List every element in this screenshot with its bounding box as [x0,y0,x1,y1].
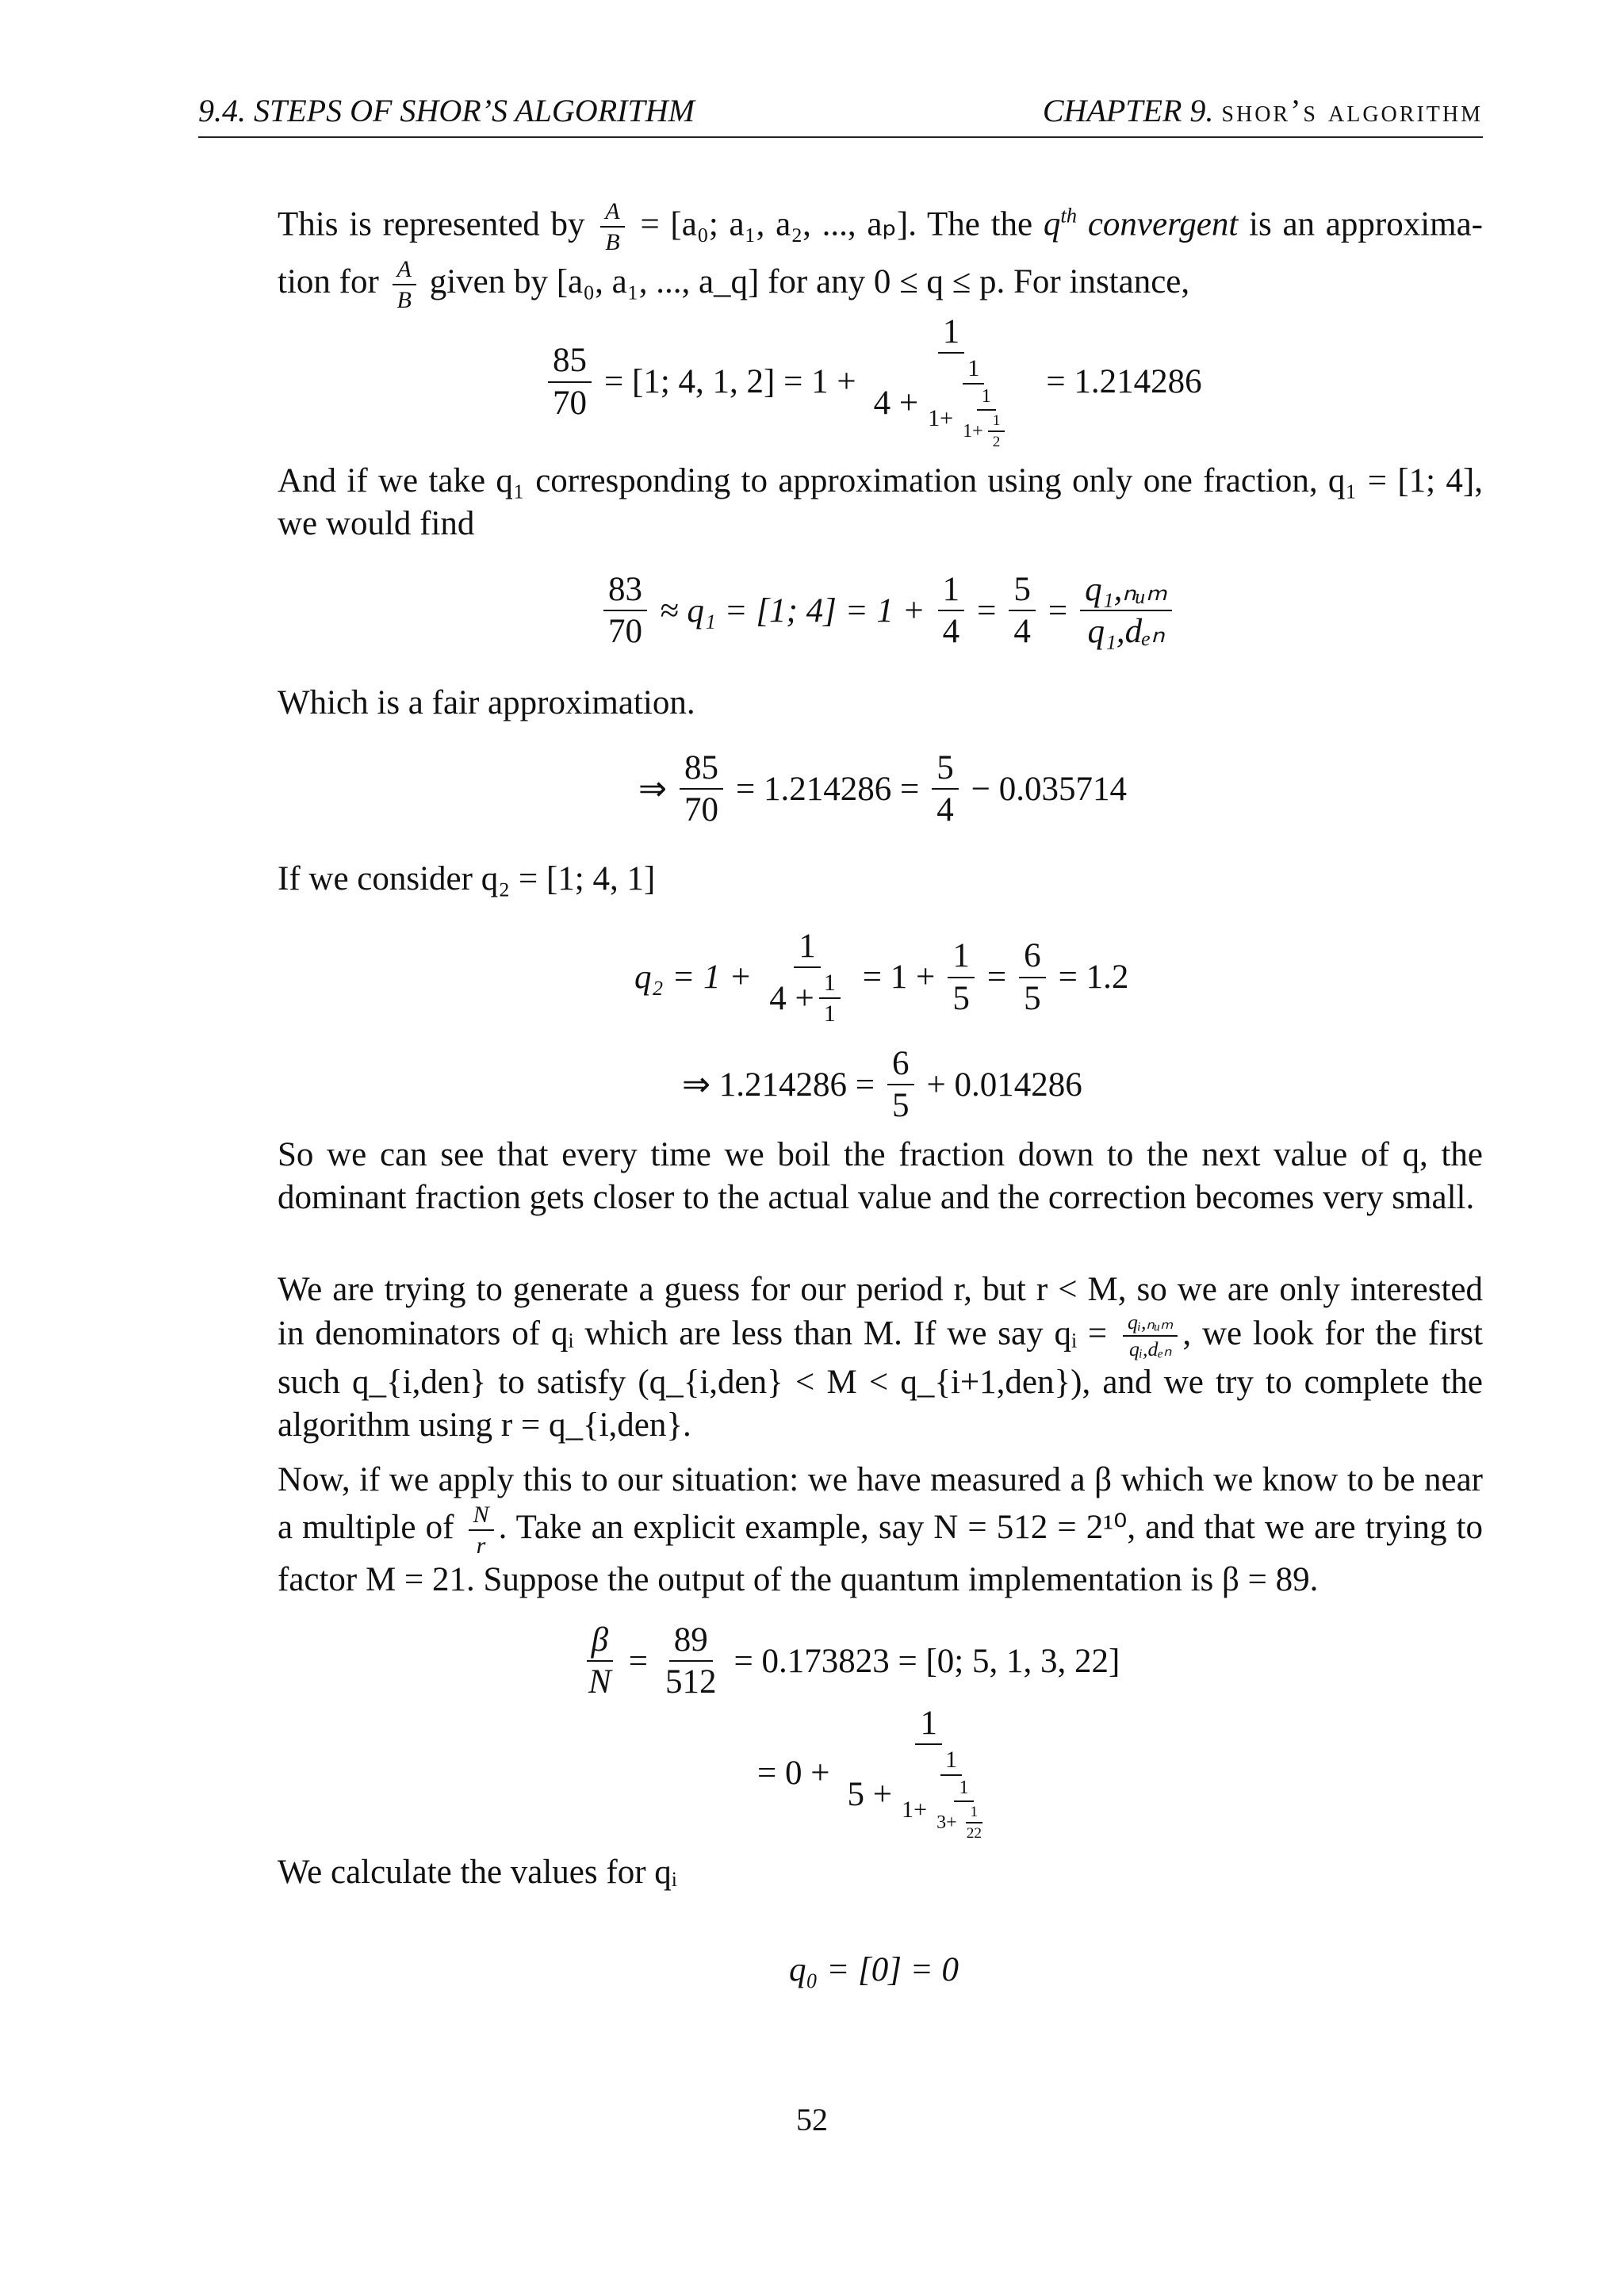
eq3-tail: − 0.035714 [971,770,1128,808]
eq4-middle: = 1 + [862,959,936,997]
inline-fraction-a-over-b-2 [393,256,416,313]
frac-den: 70 [608,613,642,651]
fraction-q1num-q1den [1080,571,1172,651]
frac-num: A [600,198,624,228]
frac-den: B [396,285,412,313]
running-header [198,87,1483,138]
frac-den [764,968,850,1027]
paragraph-convergent-definition [278,194,1483,313]
eq1-middle: = [1; 4, 1, 2] = 1 + [604,363,856,401]
page-number: 52 [796,2102,828,2137]
equation-q0: q₀ = [0] = 0 [789,1951,959,1988]
eq5-lhs: ⇒ 1.214286 = [682,1066,875,1104]
frac-den: 2 [992,434,1001,451]
paragraph-period-guess [278,1269,1483,1447]
frac-den [869,354,1034,450]
paragraph-calc-qi: We calculate the values for qᵢ [278,1854,677,1891]
eq4-tail: = 1.2 [1058,959,1129,997]
paragraph-dominant-fraction: So we can see that every time we boil the fraction down to the next value of q, the dominant fraction gets closer to the actual value and the correction becomes very small. [278,1136,1483,1216]
frac-num: 5 [932,749,959,790]
equation-83-70-approx [599,571,1177,651]
p7-text-a: Now, if we apply this to our situation: we have measured a β which we know to be near a multiple of [278,1461,1483,1546]
frac-num: 5 [1009,571,1036,611]
cf-level-4 [988,412,1005,450]
p1-text-d: is an approxima- [1249,205,1483,243]
cf-term-1: 1+ [928,404,954,432]
eq6-tail: = 0.173823 = [0; 5, 1, 3, 22] [733,1642,1120,1680]
cf-level-3 [958,386,1014,450]
frac-den: 70 [553,384,587,422]
inline-fraction-n-over-r [469,1502,494,1559]
frac-num: 1 [940,1747,962,1776]
frac-den [958,411,1014,450]
eq4-lhs: q₂ = 1 + [634,959,753,997]
implies-arrow: ⇒ [638,771,668,809]
q-th-symbol [1044,205,1077,243]
frac-num: q₁,ₙᵤₘ [1080,571,1172,611]
eq2-middle: ≈ q₁ = [1; 4] = 1 + [660,591,925,629]
frac-num: N [469,1502,494,1531]
frac-den: 5 [1024,979,1041,1017]
frac-den: 4 [942,613,960,651]
p1-text-b: = [a₀; a₁, a₂, ..., aₚ]. The the [640,205,1033,243]
frac-den: B [605,228,620,256]
p1-text-e: tion for [278,262,379,300]
equals-sign: = [986,959,1007,997]
cf-term-1: 1+ [902,1796,928,1823]
paragraph-q1-approx: And if we take q₁ corresponding to approximation using only one fraction, q₁ = [1; 4], we would find [278,462,1483,542]
frac-den: 70 [684,791,719,829]
fraction-1-over-4plus [764,928,850,1027]
fraction-89-512 [661,1621,722,1701]
fraction-85-70 [680,749,723,829]
cf-term-4: 4 + [769,979,814,1017]
frac-num: 1 [954,1777,973,1801]
frac-num: A [393,256,416,285]
frac-num: 1 [915,1705,942,1745]
fraction-83-70 [603,571,647,651]
cf-level-3 [932,1777,996,1842]
frac-num: 1 [948,937,975,978]
frac-num: 1 [938,571,965,611]
inline-fraction-qinum-qiden [1123,1311,1178,1361]
fraction-beta-n [584,1621,616,1701]
equation-85-70-continued-fraction [543,313,1210,450]
section-title: 9.4. STEPS OF SHOR’S ALGORITHM [198,93,695,128]
frac-den: 1 [823,1000,836,1027]
frac-den: 4 [1013,613,1031,651]
frac-den: 5 [892,1087,910,1125]
frac-den: r [476,1532,486,1559]
p6-text-b: , we look for the first such q_{i,den} to satisfy (q_{i,den} < M < q_{i+1,den}), and we try to complete the algorithm using r = q_{i,den}. [278,1314,1483,1444]
fraction-1-1 [819,970,841,1027]
equation-q2 [626,928,1136,1027]
p7-text-b: . Take an explicit example, say N = 512 = 2¹⁰, and that we are trying to factor M = 21. Suppose the output of the quantum implementation is β = 89. [278,1508,1483,1599]
equation-correction-2 [674,1045,1090,1125]
p6-text-a: We are trying to generate a guess for our period r, but r < M, so we are only interested in denominators of qᵢ which are less than M. If we say qᵢ = [278,1271,1483,1353]
frac-den: 4 [936,791,954,829]
frac-num: 6 [1019,937,1046,978]
frac-num: 1 [966,1804,983,1823]
frac-num: 1 [988,412,1005,432]
q-symbol: q [1043,205,1061,243]
frac-num: qᵢ,ₙᵤₘ [1123,1311,1178,1337]
frac-num: 89 [669,1621,713,1662]
p1-term-convergent: convergent [1087,205,1239,243]
fraction-5-4 [932,749,959,829]
fraction-6-5 [887,1045,914,1125]
frac-den [923,385,1024,450]
equation-correction-1 [630,749,1135,829]
frac-den: q₁,dₑₙ [1087,613,1165,651]
frac-num: 6 [887,1045,914,1085]
frac-den [843,1745,1015,1842]
fraction-1-4 [938,571,965,651]
fraction-5-4 [1009,571,1036,651]
continued-fraction [869,313,1034,450]
fraction-1-5 [948,937,975,1017]
equals-sign: = [628,1642,648,1680]
equation-beta-over-n [579,1621,1128,1701]
paragraph-consider-q2: If we consider q₂ = [1; 4, 1] [278,860,656,897]
th-superscript: th [1060,204,1078,228]
frac-den: qᵢ,dₑₙ [1129,1337,1172,1361]
p1-text-a: This is represented by [278,205,585,243]
cf-term-5: 5 + [847,1775,893,1813]
frac-num: 1 [977,386,996,410]
chapter-name: shor’s algorithm [1221,93,1483,128]
frac-num: 1 [794,928,821,968]
inline-fraction-a-over-b [600,198,624,255]
frac-den: 22 [966,1825,982,1843]
frac-den: 512 [665,1663,717,1701]
paragraph-fair-approx: Which is a fair approximation. [278,684,695,721]
p1-text-f: given by [a₀, a₁, ..., a_q] for any 0 ≤ q ≤ p. For instance, [429,262,1190,300]
frac-num: 85 [548,342,592,382]
frac-num: 1 [819,970,841,999]
cf-term-4: 4 + [873,384,919,422]
cf-term-1b: 1+ [963,420,983,442]
fraction-85-70 [548,342,592,422]
eq1-result: = 1.214286 [1046,363,1202,401]
chapter-prefix: CHAPTER 9. [1042,93,1214,128]
chapter-title [1043,92,1483,129]
cf-level-2 [923,355,1024,450]
frac-den: 5 [952,979,970,1017]
paragraph-explicit-example [278,1459,1483,1601]
cf-term-3: 3+ [936,1812,957,1833]
frac-num: 83 [603,571,647,611]
frac-num: 85 [680,749,723,790]
eq5-tail: + 0.014286 [926,1066,1082,1104]
equals-sign: = [977,591,997,629]
cf-level-2 [897,1747,1005,1842]
continued-fraction-beta [843,1705,1015,1842]
frac-den: N [588,1663,611,1701]
frac-num: 1 [963,355,984,385]
eq7-lhs: = 0 + [757,1755,830,1793]
eq3-middle: = 1.214286 = [736,770,920,808]
cf-level-4 [962,1804,986,1842]
frac-num: β [587,1621,613,1662]
frac-den [932,1802,996,1842]
equation-beta-continued-fraction [749,1705,1020,1842]
frac-num: 1 [938,313,965,354]
equals-sign-2: = [1048,591,1068,629]
frac-den [897,1776,1005,1842]
fraction-6-5 [1019,937,1046,1017]
